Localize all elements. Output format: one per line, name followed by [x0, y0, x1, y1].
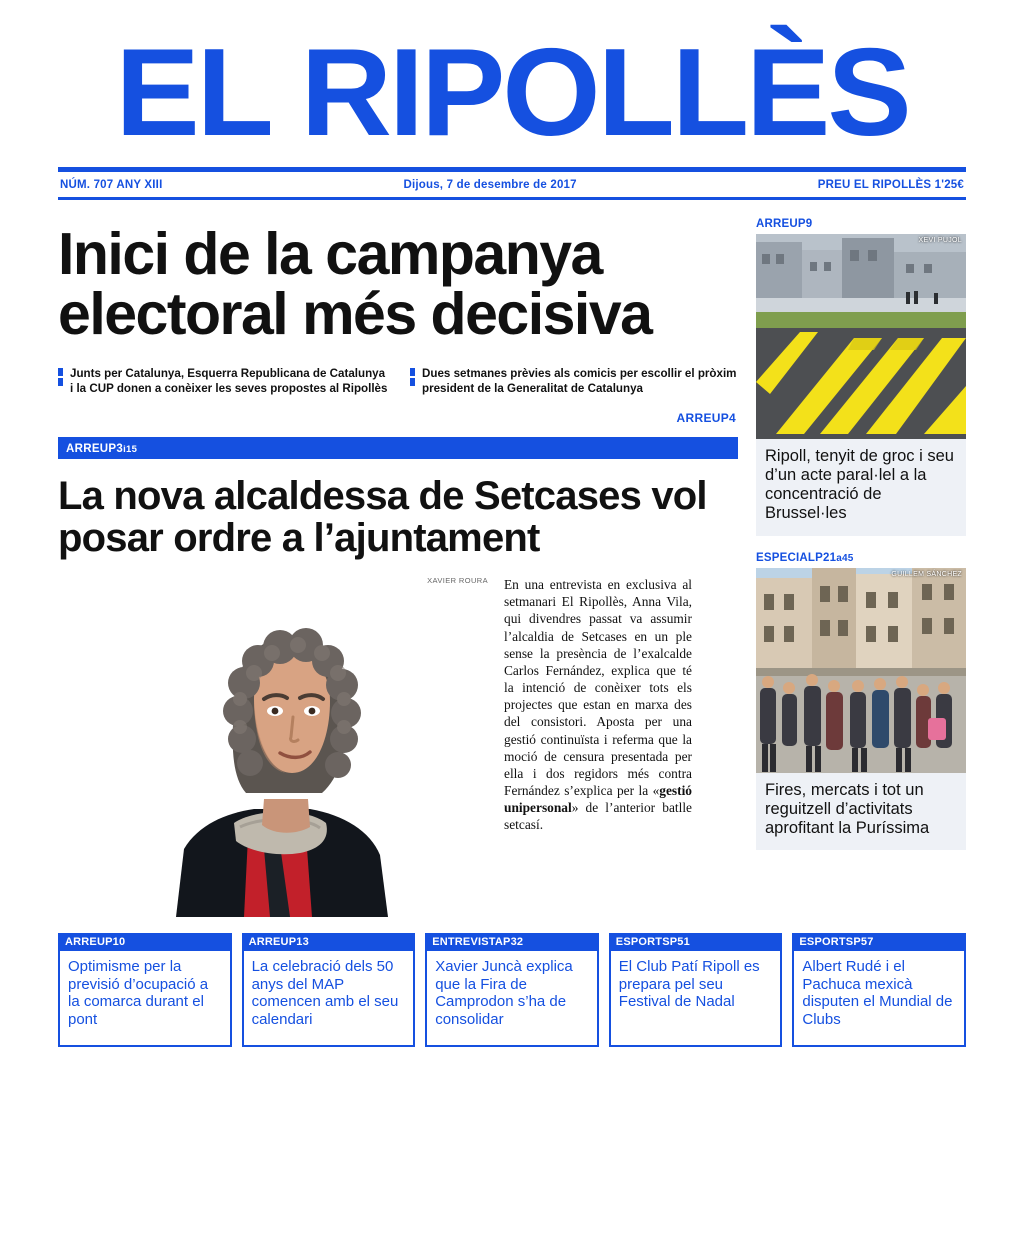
teaser-4-section: ESPORTS: [615, 936, 670, 949]
masthead: [58, 0, 966, 162]
teaser-4[interactable]: [609, 933, 783, 1047]
teaser-2-head: [242, 933, 416, 951]
teaser-5-head: [792, 933, 966, 951]
second-ref-label: ARREU: [66, 442, 109, 455]
right-box-1-tag[interactable]: [756, 218, 966, 230]
second-photo-block: [58, 576, 488, 917]
story-text-part1: En una entrevista en exclusiva al setmanari El Ripollès, Anna Vila, qui divendres passat va assumir l’alcaldia de Setcases en un ple sense la presència de l’exalcalde Carlos Fernández, explica que té la intenció de conèixer tots els projectes que estan en marxa des del consistori. Aposta per una gestió continuïsta i referma que la moció de censura presentada per ella i dos regidors més contra Fernández s’explica per la «: [504, 577, 692, 798]
second-ref-page-extra: i15: [123, 443, 138, 455]
teaser-5[interactable]: [792, 933, 966, 1047]
main-column: [58, 218, 738, 917]
second-story-text: [504, 576, 692, 917]
right-box-1-photo: [756, 234, 966, 439]
teaser-3-head: [425, 933, 599, 951]
street-yellow-banners-illustration: [756, 234, 966, 439]
teaser-5-page: P57: [853, 936, 874, 949]
second-ref-page: P3: [108, 442, 124, 455]
lead-ref-label: ARREU: [676, 410, 721, 425]
teaser-2-page: P13: [288, 936, 309, 949]
teaser-4-text: El Club Patí Ripoll es prepara pel seu Festival de Nadal: [609, 951, 783, 1047]
right-box-1-photo-credit: XEVI PUJOL: [918, 237, 962, 245]
right-box-2-photo-credit: GUILLEM SÁNCHEZ: [891, 570, 962, 578]
publication-date: Dijous, 7 de desembre de 2017: [403, 179, 577, 192]
deck-item-1: [58, 366, 388, 396]
teaser-5-text: Albert Rudé i el Pachuca mexicà disputen el Mundial de Clubs: [792, 951, 966, 1047]
teaser-1[interactable]: [58, 933, 232, 1047]
teaser-2-text: La celebració dels 50 anys del MAP comencen amb el seu calendari: [242, 951, 416, 1047]
deck-text-2: Dues setmanes prèvies als comicis per escollir el pròxim president de la Generalitat de Catalunya: [422, 367, 737, 396]
right-box-1[interactable]: [756, 218, 966, 536]
right-box-1-caption: Ripoll, tenyit de groc i seu d’un acte paral·lel a la concentració de Brussel·les: [756, 439, 966, 536]
portrait-photo-illustration: [58, 587, 488, 917]
story-text-part2: » de l’anterior batlle setcasí.: [504, 800, 692, 833]
deck-item-2: [410, 366, 738, 396]
right-box-2-caption: Fires, mercats i tot un reguitzell d’activitats aprofitant la Puríssima: [756, 773, 966, 850]
teaser-4-head: [609, 933, 783, 951]
teaser-5-section: ESPORTS: [799, 936, 854, 949]
right-box-2[interactable]: [756, 552, 966, 850]
right-box-1-page: P9: [797, 218, 813, 231]
masthead-infobar: [58, 172, 966, 197]
right-box-2-section: ESPECIAL: [756, 551, 816, 564]
right-box-1-section: ARREU: [756, 218, 798, 231]
right-box-2-photo: [756, 568, 966, 773]
lead-page-reference[interactable]: [58, 409, 738, 427]
second-story-body: [58, 576, 738, 917]
teaser-3-text: Xavier Juncà explica que la Fira de Camprodon s’ha de consolidar: [425, 951, 599, 1047]
teaser-1-head: [58, 933, 232, 951]
masthead-title: EL RIPOLLÈS: [115, 24, 909, 162]
teaser-3-page: P32: [503, 936, 524, 949]
second-photo: [58, 587, 488, 917]
price: PREU EL RIPOLLÈS 1'25€: [817, 179, 964, 192]
lead-ref-page: P4: [720, 410, 736, 425]
ribbon-filler: [145, 440, 738, 459]
teaser-1-page: P10: [105, 936, 126, 949]
lead-headline[interactable]: Inici de la campanya electoral més decisiva: [58, 221, 652, 348]
right-box-2-page: P21: [815, 551, 837, 564]
second-ref-tag[interactable]: [58, 440, 145, 459]
deck-bars-icon: [410, 366, 415, 396]
second-headline[interactable]: La nova alcaldessa de Setcases vol posar ordre a l’ajuntament: [58, 473, 707, 561]
teaser-3[interactable]: [425, 933, 599, 1047]
right-box-2-tag[interactable]: [756, 552, 966, 564]
lead-deck: [58, 366, 738, 396]
teaser-1-text: Optimisme per la previsió d’ocupació a la comarca durant el pont: [58, 951, 232, 1047]
page-content: [58, 218, 966, 917]
teaser-3-section: ENTREVISTA: [432, 936, 504, 949]
second-story-ribbon: [58, 437, 738, 459]
teaser-4-page: P51: [669, 936, 690, 949]
deck-text-1: Junts per Catalunya, Esquerra Republicana de Catalunya i la CUP donen a conèixer les seves propostes al Ripollès: [70, 367, 388, 396]
right-rail: [756, 218, 966, 917]
teaser-2-section: ARREU: [248, 936, 289, 949]
teaser-2[interactable]: [242, 933, 416, 1047]
crowd-market-illustration: [756, 568, 966, 773]
deck-bars-icon: [58, 366, 63, 396]
right-box-2-page-extra: a45: [836, 552, 854, 564]
bottom-teasers: [58, 933, 966, 1047]
infobar-rule: [58, 197, 966, 200]
teaser-1-section: ARREU: [65, 936, 106, 949]
issue-number: NÚM. 707 ANY XIII: [60, 179, 163, 192]
second-photo-credit: XAVIER ROURA: [427, 576, 488, 586]
story-text-bold: gestió unipersonal: [504, 782, 692, 816]
